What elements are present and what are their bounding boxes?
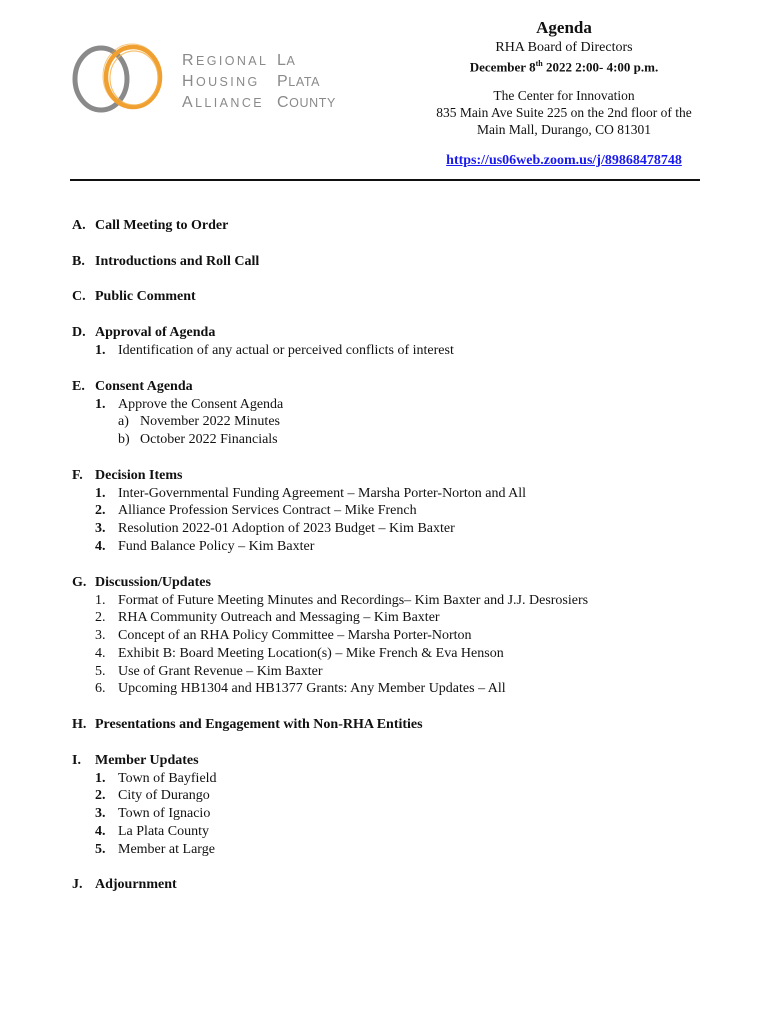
- section-heading: Public Comment: [95, 289, 196, 305]
- item-text: Exhibit B: Board Meeting Location(s) – Mike French & Eva Henson: [118, 645, 504, 661]
- item-number: 4.: [95, 645, 106, 661]
- logo-word-regional: REGIONAL: [182, 52, 269, 69]
- logo-word-county: COUNTY: [277, 94, 336, 111]
- item-number: 5.: [95, 841, 106, 857]
- item-number: 1.: [95, 485, 106, 501]
- item-text: Identification of any actual or perceived conflicts of interest: [118, 343, 454, 359]
- board-name: RHA Board of Directors: [495, 40, 633, 55]
- item-number: 3.: [95, 806, 106, 822]
- meeting-location: [420, 87, 708, 138]
- item-number: 1.: [95, 343, 106, 359]
- section-letter: B.: [72, 253, 85, 269]
- agenda-section: [72, 752, 712, 859]
- agenda-item: [72, 823, 712, 841]
- section-letter: A.: [72, 218, 86, 233]
- date-suffix: th: [535, 59, 543, 68]
- item-number: 2.: [95, 610, 106, 626]
- section-title: [72, 716, 712, 734]
- agenda-item: [72, 396, 712, 414]
- agenda-section: [72, 217, 712, 235]
- item-number: 1.: [95, 770, 106, 786]
- item-text: City of Durango: [118, 788, 210, 804]
- agenda-section: [72, 324, 712, 360]
- logo-word-housing: HOUSING: [182, 73, 260, 90]
- section-heading: Call Meeting to Order: [95, 218, 229, 233]
- subitem-letter: a): [118, 414, 129, 430]
- item-text: Town of Ignacio: [118, 806, 211, 822]
- item-number: 1.: [95, 396, 106, 412]
- agenda-item: [72, 770, 712, 788]
- item-number: 2.: [95, 788, 106, 804]
- section-heading: Introductions and Roll Call: [95, 253, 260, 269]
- section-letter: J.: [72, 877, 83, 893]
- agenda-item: [72, 592, 712, 610]
- logo-word-la: LA: [277, 52, 296, 69]
- agenda-subitem: [72, 431, 712, 449]
- item-number: 1.: [95, 592, 106, 608]
- item-text: Member at Large: [118, 841, 215, 857]
- location-line: Main Mall, Durango, CO 81301: [477, 122, 651, 137]
- agenda-section: [72, 288, 712, 306]
- item-number: 5.: [95, 663, 106, 679]
- meeting-date: [420, 59, 708, 75]
- logo-wordmark: [182, 50, 336, 113]
- section-letter: E.: [72, 378, 85, 394]
- section-heading: Approval of Agenda: [95, 325, 216, 341]
- agenda-item: [72, 485, 712, 503]
- item-text: Fund Balance Policy – Kim Baxter: [118, 539, 315, 555]
- section-title: [72, 574, 712, 592]
- logo-row: [182, 71, 336, 92]
- section-heading: Member Updates: [95, 752, 199, 768]
- agenda-item: [72, 680, 712, 698]
- item-text: Resolution 2022-01 Adoption of 2023 Budget – Kim Baxter: [118, 521, 455, 537]
- section-title: [72, 217, 712, 235]
- item-text: Approve the Consent Agenda: [118, 396, 284, 412]
- item-text: RHA Community Outreach and Messaging – Kim Baxter: [118, 610, 440, 626]
- agenda-item: [72, 520, 712, 538]
- section-heading: Presentations and Engagement with Non-RHA Entities: [95, 716, 423, 732]
- item-text: Format of Future Meeting Minutes and Recordings– Kim Baxter and J.J. Desrosiers: [118, 592, 589, 608]
- logo-row: [182, 50, 336, 71]
- agenda-section: [72, 253, 712, 271]
- agenda-section: [72, 467, 712, 556]
- item-text: Concept of an RHA Policy Committee – Marsha Porter-Norton: [118, 628, 472, 644]
- item-text: Alliance Profession Services Contract – Mike French: [118, 503, 417, 519]
- section-title: [72, 253, 712, 271]
- logo-word-plata: PLATA: [277, 73, 321, 90]
- section-title: [72, 378, 712, 396]
- item-number: 4.: [95, 539, 106, 555]
- item-number: 4.: [95, 824, 106, 840]
- agenda-item: [72, 342, 712, 360]
- item-text: Upcoming HB1304 and HB1377 Grants: Any Member Updates – All: [118, 681, 506, 697]
- agenda-item: [72, 645, 712, 663]
- section-heading: Consent Agenda: [95, 378, 193, 394]
- section-title: [72, 467, 712, 485]
- agenda-item: [72, 663, 712, 681]
- section-title: [72, 876, 712, 894]
- item-number: 3.: [95, 628, 106, 644]
- section-letter: C.: [72, 289, 86, 305]
- location-line: The Center for Innovation: [493, 88, 635, 103]
- agenda-section: [72, 716, 712, 734]
- section-heading: Discussion/Updates: [95, 574, 211, 590]
- subitem-letter: b): [118, 432, 130, 448]
- logo-word-alliance: ALLIANCE: [182, 94, 264, 111]
- section-letter: F.: [72, 467, 83, 483]
- item-text: La Plata County: [118, 824, 209, 840]
- section-letter: G.: [72, 574, 87, 590]
- agenda-item: [72, 841, 712, 859]
- agenda-item: [72, 805, 712, 823]
- section-heading: Decision Items: [95, 467, 183, 483]
- agenda-list: [72, 217, 712, 912]
- agenda-section: [72, 574, 712, 699]
- agenda-item: [72, 502, 712, 520]
- section-heading: Adjournment: [95, 877, 177, 893]
- date-time: 2022 2:00- 4:00 p.m.: [542, 59, 659, 75]
- section-title: [72, 288, 712, 306]
- item-text: Inter-Governmental Funding Agreement – Marsha Porter-Norton and All: [118, 485, 527, 501]
- item-number: 2.: [95, 503, 106, 519]
- page-title: Agenda: [536, 18, 592, 37]
- rha-logo: [70, 40, 370, 118]
- item-number: 3.: [95, 521, 106, 537]
- location-line: 835 Main Ave Suite 225 on the 2nd floor of the: [436, 105, 692, 120]
- zoom-link[interactable]: https://us06web.zoom.us/j/89868478748: [446, 153, 682, 168]
- rings-logo-icon: [70, 42, 170, 114]
- agenda-section: [72, 378, 712, 449]
- date-main: December 8: [469, 59, 536, 75]
- subitem-text: October 2022 Financials: [140, 432, 278, 448]
- agenda-subitem: [72, 413, 712, 431]
- agenda-section: [72, 876, 712, 894]
- section-letter: H.: [72, 716, 87, 732]
- section-letter: D.: [72, 325, 86, 341]
- agenda-item: [72, 609, 712, 627]
- item-text: Use of Grant Revenue – Kim Baxter: [118, 663, 323, 679]
- subitem-text: November 2022 Minutes: [140, 414, 280, 430]
- section-title: [72, 324, 712, 342]
- section-title: [72, 752, 712, 770]
- logo-row: [182, 92, 336, 113]
- divider: [70, 179, 700, 181]
- agenda-item: [72, 538, 712, 556]
- agenda-item: [72, 627, 712, 645]
- item-number: 6.: [95, 681, 106, 697]
- agenda-item: [72, 787, 712, 805]
- section-letter: I.: [72, 752, 81, 768]
- item-text: Town of Bayfield: [118, 770, 217, 786]
